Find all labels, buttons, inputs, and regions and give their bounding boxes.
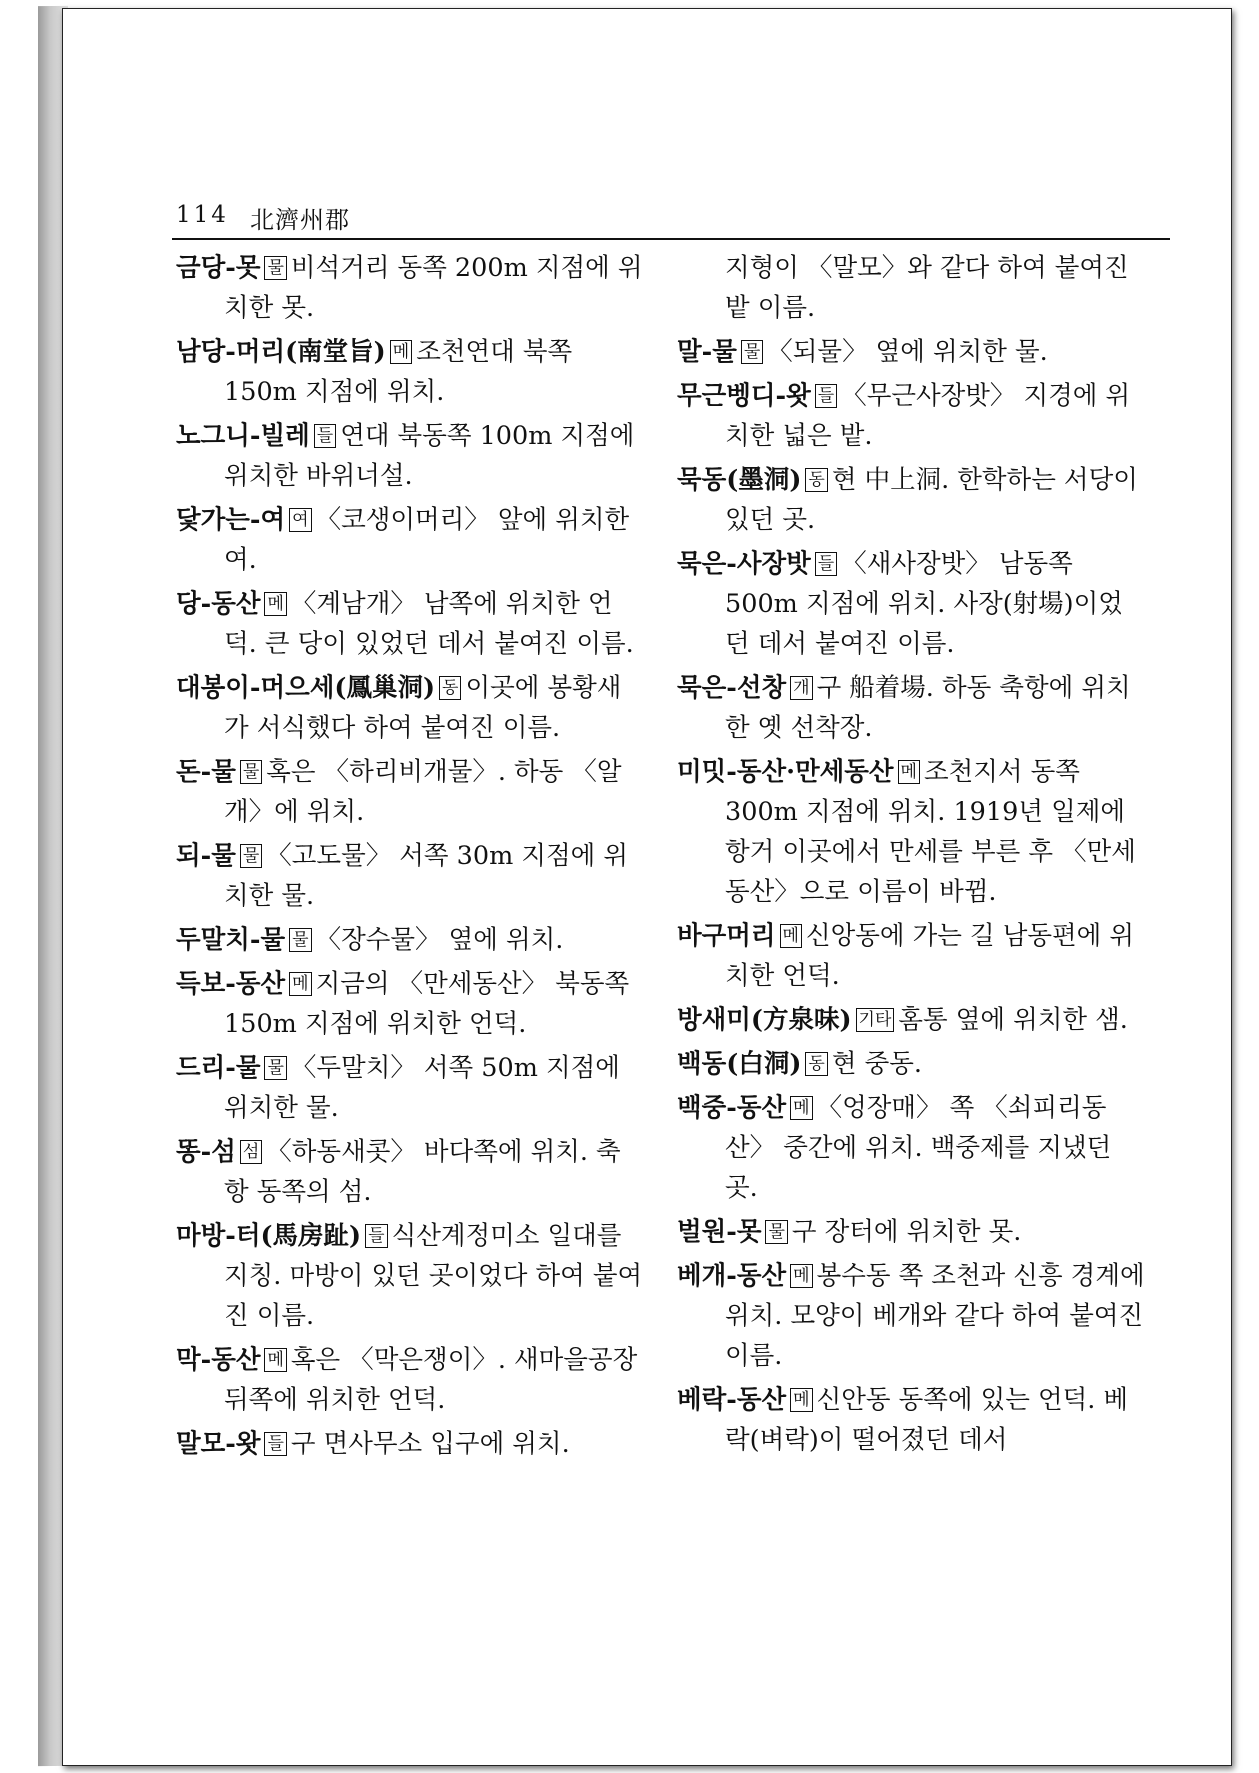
entry-category-tag: 메 — [790, 1096, 812, 1120]
entry — [176, 836, 644, 916]
entry-text: 홈통 옆에 위치한 샘. — [898, 1005, 1128, 1035]
entry-term: 노그니-빌레 — [176, 421, 310, 451]
entry-text: 〈무근사장밧〉 지경에 위치한 넓은 밭. — [725, 381, 1131, 451]
entry — [176, 1048, 644, 1128]
entry-term: 똥-섬 — [176, 1137, 236, 1167]
entry — [176, 416, 644, 496]
entry-term: 드리-물 — [176, 1053, 261, 1083]
entry-category-tag: 들 — [815, 384, 837, 408]
entry-term: 두말치-물 — [176, 925, 286, 955]
entry — [176, 584, 644, 664]
entry — [176, 1340, 644, 1420]
entry — [677, 668, 1145, 748]
entry-term: 돈-물 — [176, 757, 236, 787]
entry-term: 되-물 — [176, 841, 236, 871]
entry — [677, 752, 1145, 912]
entry — [677, 1044, 1145, 1084]
entry-text: 지금의 〈만세동산〉 북동쪽 150m 지점에 위치한 언덕. — [224, 969, 630, 1039]
entry-text: 이곳에 봉황새가 서식했다 하여 붙여진 이름. — [224, 673, 622, 743]
entry-term: 막-동산 — [176, 1345, 261, 1375]
entry-category-tag: 물 — [741, 340, 763, 364]
entry-category-tag: 물 — [264, 256, 286, 280]
entry-continuation — [677, 248, 1145, 328]
entry-text: 〈엉장매〉 쪽 〈쇠피리동산〉 중간에 위치. 백중제를 지냈던 곳. — [725, 1093, 1112, 1203]
entry-category-tag: 기타 — [856, 1008, 895, 1032]
entry — [176, 752, 644, 832]
entry-category-tag: 메 — [390, 340, 412, 364]
entry-term: 베락-동산 — [677, 1385, 787, 1415]
entry-category-tag: 들 — [314, 424, 336, 448]
entry-term: 베개-동산 — [677, 1261, 787, 1291]
entry — [677, 1088, 1145, 1208]
entry-text: 조천연대 북쪽 150m 지점에 위치. — [224, 337, 573, 407]
entry-text: 〈계남개〉 남쪽에 위치한 언덕. 큰 당이 있었던 데서 붙여진 이름. — [224, 589, 634, 659]
entry — [176, 1132, 644, 1212]
entry — [677, 1212, 1145, 1252]
entry-category-tag: 동 — [805, 1052, 827, 1076]
entry-text: 조천지서 동쪽 300m 지점에 위치. 1919년 일제에 항거 이곳에서 만세를 부른 후 〈만세동산〉으로 이름이 바뀜. — [725, 757, 1136, 907]
entry — [176, 920, 644, 960]
entry-category-tag: 물 — [240, 760, 262, 784]
entry-category-tag: 메 — [790, 1264, 812, 1288]
entry-term: 남당-머리(南堂旨) — [176, 337, 386, 367]
entry — [677, 332, 1145, 372]
entry-text: 구 船着場. 하동 축항에 위치한 옛 선착장. — [725, 673, 1131, 743]
entry-text: 혹은 〈하리비개물〉. 하동 〈알개〉에 위치. — [224, 757, 622, 827]
entry-category-tag: 메 — [264, 592, 286, 616]
entry-term: 바구머리 — [677, 921, 776, 951]
entry-category-tag: 섬 — [240, 1140, 262, 1164]
entry-text: 혹은 〈막은쟁이〉. 새마을공장 뒤쪽에 위치한 언덕. — [224, 1345, 638, 1415]
entry-term: 백중-동산 — [677, 1093, 787, 1123]
entry-text: 신앙동에 가는 길 남동편에 위치한 언덕. — [725, 921, 1135, 991]
entry-category-tag: 동 — [805, 468, 827, 492]
entry-category-tag: 메 — [780, 924, 802, 948]
entry — [677, 460, 1145, 540]
entry-term: 마방-터(馬房趾) — [176, 1221, 362, 1251]
entry-text: 구 면사무소 입구에 위치. — [290, 1429, 570, 1459]
entry — [176, 964, 644, 1044]
entry-text: 〈새사장밧〉 남동쪽 500m 지점에 위치. 사장(射場)이었던 데서 붙여진 이름. — [725, 549, 1123, 659]
entry-category-tag: 메 — [289, 972, 311, 996]
entry-category-tag: 들 — [815, 552, 837, 576]
entry-term: 방새미(方泉味) — [677, 1005, 852, 1035]
entry-term: 백동(白洞) — [677, 1049, 802, 1079]
entry-category-tag: 메 — [790, 1388, 812, 1412]
entry — [677, 916, 1145, 996]
entry — [677, 1380, 1145, 1460]
entry-text: 구 장터에 위치한 못. — [791, 1217, 1022, 1247]
entry-text: 〈되물〉 옆에 위치한 물. — [767, 337, 1048, 367]
entry — [176, 248, 644, 328]
entry-text: 식산계정미소 일대를 지칭. 마방이 있던 곳이었다 하여 붙여진 이름. — [224, 1221, 643, 1331]
entry-text: 〈두말치〉 서쪽 50m 지점에 위치한 물. — [224, 1053, 620, 1123]
entry-term: 묵은-사장밧 — [677, 549, 811, 579]
entry-category-tag: 물 — [289, 928, 311, 952]
entry-term: 닻가는-여 — [176, 505, 286, 535]
entry-text: 〈코생이머리〉 앞에 위치한 여. — [224, 505, 630, 575]
entry-category-tag: 물 — [240, 844, 262, 868]
running-title: 北濟州郡 — [250, 206, 350, 234]
entry-category-tag: 개 — [790, 676, 812, 700]
entry-category-tag: 여 — [289, 508, 311, 532]
entry-term: 말-물 — [677, 337, 737, 367]
entry — [176, 1424, 644, 1464]
entry-text: 현 중동. — [831, 1049, 922, 1079]
entry-category-tag: 들 — [264, 1432, 286, 1456]
entry-text: 〈하동새콧〉 바다쪽에 위치. 축항 동쪽의 섬. — [224, 1137, 621, 1207]
entry-term: 벌원-못 — [677, 1217, 762, 1247]
entry-term: 당-동산 — [176, 589, 261, 619]
left-column — [176, 248, 644, 1468]
entry — [176, 500, 644, 580]
right-column — [677, 248, 1145, 1464]
entry — [176, 332, 644, 412]
entry-category-tag: 메 — [898, 760, 920, 784]
entry-text: 봉수동 쪽 조천과 신흥 경계에 위치. 모양이 베개와 같다 하여 붙여진 이름. — [725, 1261, 1145, 1371]
page-number: 114 — [176, 202, 229, 228]
entry — [176, 1216, 644, 1336]
entry-category-tag: 물 — [264, 1056, 286, 1080]
page-header — [172, 196, 1170, 240]
entry — [176, 668, 644, 748]
entry-term: 대봉이-머으세(鳳巢洞) — [176, 673, 436, 703]
entry-term: 말모-왓 — [176, 1429, 261, 1459]
entry-term: 무근벵디-왓 — [677, 381, 811, 411]
entry-term: 묵동(墨洞) — [677, 465, 802, 495]
entry-term: 미밋-동산·만세동산 — [677, 757, 894, 787]
entry — [677, 1000, 1145, 1040]
entry-category-tag: 물 — [765, 1220, 787, 1244]
entry-category-tag: 동 — [439, 676, 461, 700]
entry-term: 묵은-선창 — [677, 673, 787, 703]
entry-text: 현 中上洞. 한학하는 서당이 있던 곳. — [725, 465, 1138, 535]
entry-text: 〈장수물〉 옆에 위치. — [315, 925, 564, 955]
entry-text: 비석거리 동쪽 200m 지점에 위치한 못. — [224, 253, 643, 323]
entry-term: 득보-동산 — [176, 969, 286, 999]
entry-category-tag: 메 — [264, 1348, 286, 1372]
entry-term: 금당-못 — [176, 253, 261, 283]
entry-text: 신안동 동쪽에 있는 언덕. 베락(벼락)이 떨어졌던 데서 — [725, 1385, 1129, 1455]
entry — [677, 1256, 1145, 1376]
entry-text: 지형이 〈말모〉와 같다 하여 붙여진 밭 이름. — [725, 253, 1129, 323]
entry-text: 연대 북동쪽 100m 지점에 위치한 바위너설. — [224, 421, 635, 491]
entry-category-tag: 들 — [365, 1224, 387, 1248]
entry — [677, 376, 1145, 456]
entry — [677, 544, 1145, 664]
entry-text: 〈고도물〉 서쪽 30m 지점에 위치한 물. — [224, 841, 629, 911]
